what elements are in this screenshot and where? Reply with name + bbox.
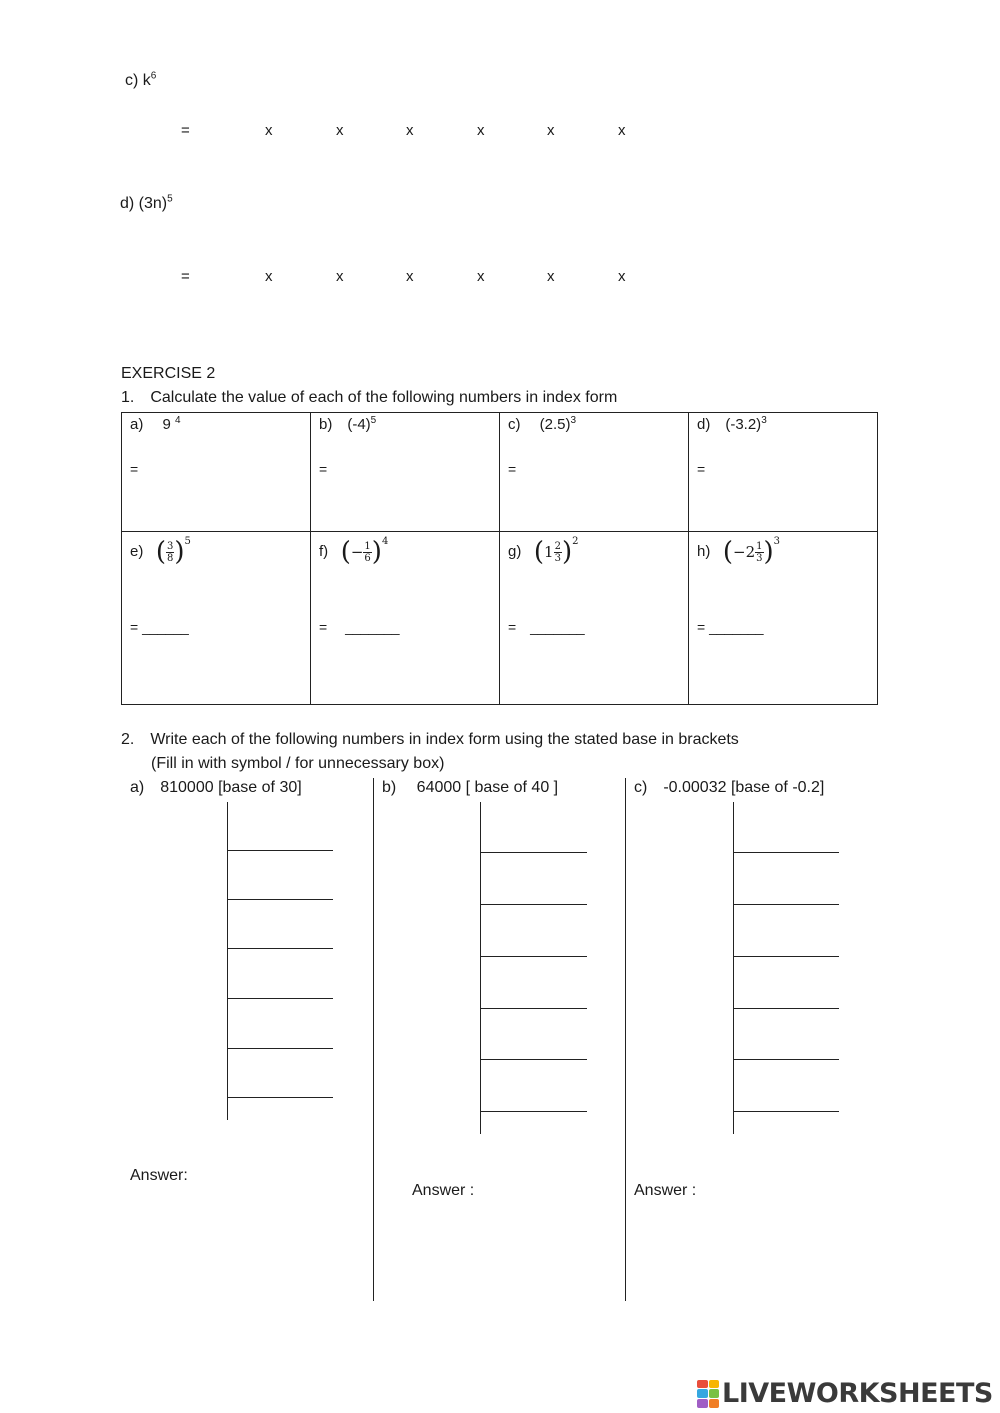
- ladder-line[interactable]: [480, 1008, 587, 1009]
- answer-label: Answer :: [412, 1182, 475, 1199]
- logo-icon: [697, 1380, 719, 1408]
- ladder-line[interactable]: [227, 899, 333, 900]
- table-cell-a: a) 9 $^4$: [130, 415, 181, 433]
- times-sign: x: [406, 268, 414, 285]
- answer-blank[interactable]: = ______: [130, 619, 189, 635]
- cell-equals: =: [130, 461, 139, 477]
- answer-label: Answer :: [634, 1182, 697, 1199]
- equals-sign: =: [181, 268, 190, 285]
- ladder-line[interactable]: [733, 956, 839, 957]
- question-2-note: (Fill in with symbol / for unnecessary box): [151, 755, 445, 772]
- cell-equals: =: [697, 461, 706, 477]
- ladder-line[interactable]: [227, 850, 333, 851]
- liveworksheets-logo: [697, 1378, 993, 1409]
- equals-sign: =: [181, 122, 190, 139]
- table-divider: [688, 413, 689, 704]
- ladder-line[interactable]: [227, 998, 333, 999]
- table-divider: [122, 531, 877, 532]
- column-divider: [625, 778, 626, 1301]
- part-d-heading: d) $(3n)^5$: [120, 193, 173, 212]
- ladder-c-label: c) -0.00032 [base of -0.2]: [634, 779, 825, 796]
- ladder-line[interactable]: [480, 956, 587, 957]
- ladder-line[interactable]: [733, 852, 839, 853]
- times-sign: x: [618, 268, 626, 285]
- answer-blank[interactable]: = _______: [508, 619, 585, 635]
- table-cell-h: h) (−2 $\frac{1}{3}$ )$^3$: [697, 535, 781, 567]
- ladder-line[interactable]: [480, 1111, 587, 1112]
- ladder-line[interactable]: [480, 1059, 587, 1060]
- times-sign: x: [406, 122, 414, 139]
- ladder-a-label: a) 810000 [base of 30]: [130, 779, 302, 796]
- ladder-line[interactable]: [733, 1008, 839, 1009]
- ladder-line[interactable]: [227, 1097, 333, 1098]
- times-sign: x: [265, 268, 273, 285]
- times-sign: x: [477, 268, 485, 285]
- times-sign: x: [477, 122, 485, 139]
- times-sign: x: [336, 122, 344, 139]
- times-sign: x: [547, 122, 555, 139]
- answer-label: Answer:: [130, 1167, 188, 1184]
- table-cell-f: f) (− $\frac{1}{6}$ )$^4$: [319, 535, 389, 567]
- logo-text: LIVEWORKSHEETS: [722, 1378, 993, 1409]
- ladder-line[interactable]: [227, 948, 333, 949]
- ladder-line[interactable]: [733, 1059, 839, 1060]
- part-c-heading: c) $k^6$: [125, 70, 157, 89]
- table-cell-g: g) (1 $\frac{2}{3}$ )$^2$: [508, 535, 579, 567]
- cell-equals: =: [508, 461, 517, 477]
- ladder-line[interactable]: [733, 904, 839, 905]
- table-cell-d: d) $(-3.2)^3$: [697, 415, 767, 433]
- ladder-line[interactable]: [480, 904, 587, 905]
- table-divider: [499, 413, 500, 704]
- times-sign: x: [547, 268, 555, 285]
- times-sign: x: [336, 268, 344, 285]
- question-1: 1. Calculate the value of each of the following numbers in index form: [121, 389, 618, 406]
- answer-blank[interactable]: = _______: [319, 619, 400, 635]
- table-divider: [310, 413, 311, 704]
- ladder-line[interactable]: [733, 1111, 839, 1112]
- question-2: 2. Write each of the following numbers in index form using the stated base in brackets: [121, 731, 739, 748]
- index-form-table: [121, 412, 878, 705]
- ladder-line[interactable]: [227, 1048, 333, 1049]
- exercise-title: EXERCISE 2: [121, 365, 216, 382]
- ladder-b-label: b) 64000 [ base of 40 ]: [382, 779, 559, 796]
- ladder-line[interactable]: [480, 852, 587, 853]
- column-divider: [373, 778, 374, 1301]
- table-cell-e: e) ( $\frac{3}{8}$ )$^5$: [130, 535, 191, 567]
- answer-blank[interactable]: = _______: [697, 619, 764, 635]
- table-cell-c: c) $(2.5)^3$: [508, 415, 577, 433]
- table-cell-b: b) $(-4)^5$: [319, 415, 377, 433]
- times-sign: x: [618, 122, 626, 139]
- cell-equals: =: [319, 461, 328, 477]
- times-sign: x: [265, 122, 273, 139]
